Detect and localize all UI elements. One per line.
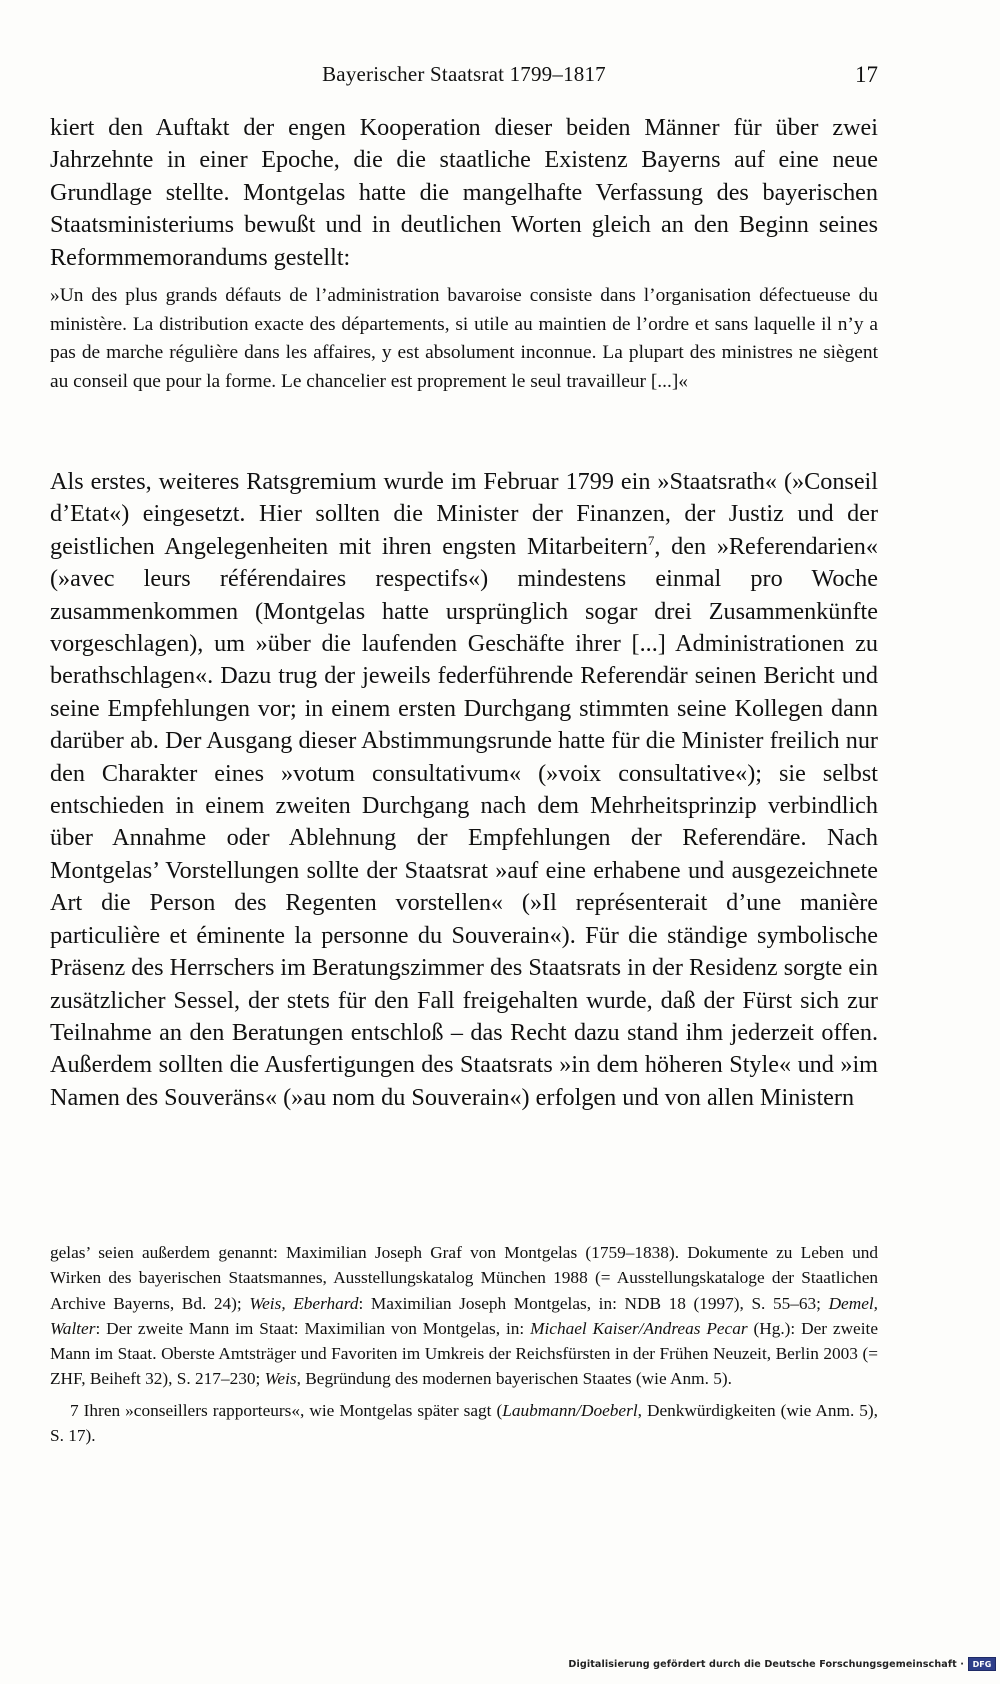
dfg-logo-icon: DFG: [968, 1657, 996, 1671]
main-text-block-2: [50, 466, 878, 1114]
footnote-text: : Der zweite Mann im Staat: Maximilian von Montgelas, in:: [95, 1318, 531, 1338]
footnote-author: Weis, Eberhard: [249, 1293, 359, 1313]
quote-block: [50, 282, 878, 396]
footnote-continued: [50, 1240, 878, 1392]
page-number: 17: [855, 62, 878, 87]
running-title: Bayerischer Staatsrat 1799–1817: [322, 62, 606, 86]
footnote-text: : Maximilian Joseph Montgelas, in: NDB 18 (1997), S. 55–63;: [358, 1293, 829, 1313]
footnote-author: Weis: [264, 1369, 297, 1389]
footnote-editors: Michael Kaiser/Andreas Pecar: [530, 1318, 748, 1338]
paragraph-staatsrat: [50, 466, 878, 1114]
paragraph-continued: kiert den Auftakt der engen Kooperation dieser beiden Männer für über zwei Jahrzehnte in einer Epoche, die die staatliche Existenz Bayerns auf eine neue Grundlage stellte. Montgelas hatte die mangelhafte Verfassung des bayerischen Staatsministeriums bewußt und in deutlichen Worten gleich an den Beginn seines Reformmemorandums gestellt:: [50, 114, 878, 271]
footnote-author: Demel, Walter: [50, 1293, 879, 1338]
footnote-7: [50, 1398, 878, 1449]
page-header: [50, 62, 878, 98]
paragraph-text-before-note: Als erstes, weiteres Ratsgremium wurde im Februar 1799 ein »Staatsrath« (»Conseil d’Etat«) eingesetzt. Hier sollten die Minister der Finanzen, der Justiz und der geistlichen Angelegenheiten mit ihren engsten Mitarbeitern: [50, 468, 878, 560]
footnote-text: 7 Ihren »conseillers rapporteurs«, wie Montgelas später sagt (: [70, 1400, 503, 1420]
digitization-notice: [568, 1656, 996, 1672]
main-text-block-1: [50, 112, 878, 274]
footnote-text: , Denkwürdigkeiten (wie Anm. 5), S. 17).: [50, 1400, 878, 1446]
footnotes: [50, 1240, 878, 1448]
footnote-reference-7[interactable]: 7: [647, 532, 655, 548]
french-quotation: »Un des plus grands défauts de l’administration bavaroise consiste dans l’organisation défectueuse du ministère. La distribution exacte des départements, si utile au maintien de l’ordre et sans laquelle il n’y a pas de marche régulière dans les affaires, y est absolument inconnue. La plupart des ministres ne siègent au conseil que pour la forme. Le chancelier est proprement le seul travailleur [...]«: [50, 285, 878, 392]
footnote-text: (Hg.): Der zweite Mann im Staat. Oberste Amtsträger und Favoriten im Umkreis der Reichsfürsten in der Frühen Neuzeit, Berlin 2003 (= ZHF, Beiheft 32), S. 217–230;: [50, 1318, 878, 1389]
footnote-author: Laubmann/Doeberl: [502, 1400, 638, 1420]
paragraph-text-after-note: , den »Referendarien« (»avec leurs référendaires respectifs«) mindestens einmal pro Woche zusammenkommen (Montgelas hatte ursprünglich sogar drei Zusammenkünfte vorgeschlagen), um »über die laufenden Geschäfte ihrer [...] Administrationen zu berathschlagen«. Dazu trug der jeweils federführende Referendär seinen Bericht und seine Empfehlungen vor; in einem ersten Durchgang stimmten seine Kollegen dann darüber ab. Der Ausgang dieser Abstimmungsrunde hatte für die Minister freilich nur den Charakter eines »votum consultativum« (»voix consultative«); sie selbst entschieden in einem zweiten Durchgang nach dem Mehrheitsprinzip verbindlich über Annahme oder Ablehnung der Empfehlungen der Referendäre. Nach Montgelas’ Vorstellungen sollte der Staatsrat »auf eine erhabene und ausgezeichnete Art die Person des Regenten vorstellen« (»Il représenterait d’une manière particulière et éminente la personne du Souverain«). Für die ständige symbolische Präsenz des Herrschers im Beratungszimmer des Staatsrats in der Residenz sorgte ein zusätzlicher Sessel, der stets für den Fall freigehalten wurde, daß der Fürst sich zur Teilnahme an den Beratungen entschloß – das Recht dazu stand ihm jederzeit offen. Außerdem sollten die Ausfertigungen des Staatsrats »in dem höheren Style« und »im Namen des Souveräns« (»au nom du Souverain«) erfolgen und von allen Ministern: [50, 532, 878, 1111]
digitization-text: Digitalisierung gefördert durch die Deutsche Forschungsgemeinschaft ·: [568, 1658, 964, 1670]
footnote-text: gelas’ seien außerdem genannt: Maximilian Joseph Graf von Montgelas (1759–1838). Dokumente zu Leben und Wirken des bayerischen Staatsmannes, Ausstellungskatalog München 1988 (= Ausstellungskataloge der Staatlichen Archive Bayerns, Bd. 24);: [50, 1243, 878, 1313]
footnote-text: , Begründung des modernen bayerischen Staates (wie Anm. 5).: [296, 1369, 732, 1389]
